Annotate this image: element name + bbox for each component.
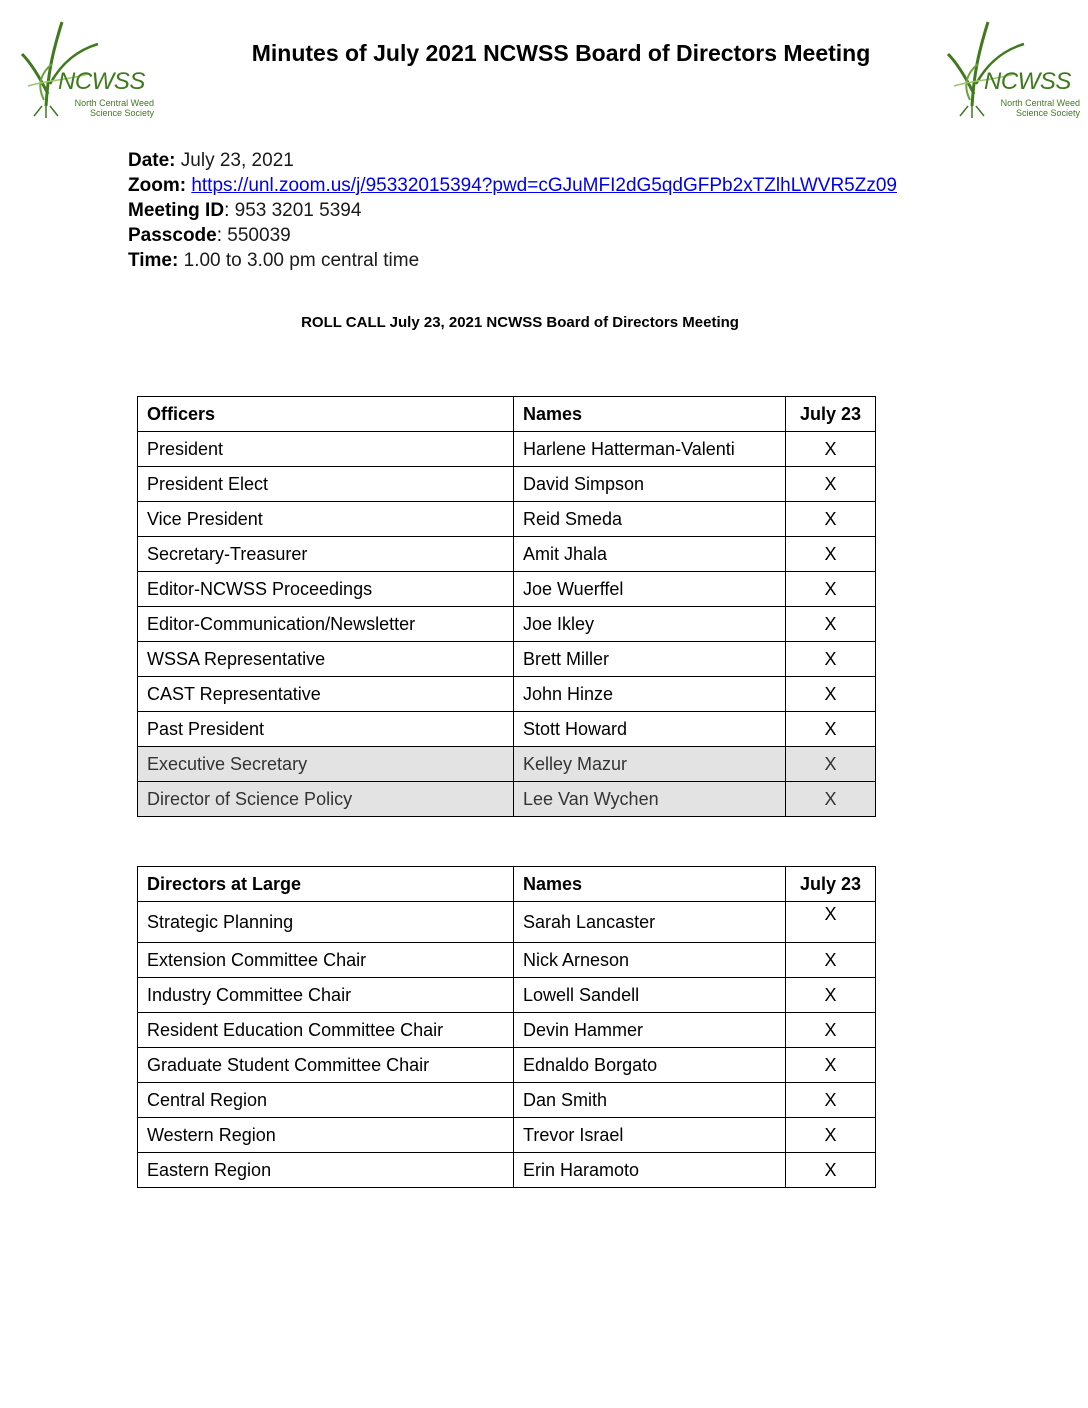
table-row xyxy=(138,502,876,537)
attendance-mark: X xyxy=(786,572,876,607)
table-row xyxy=(138,943,876,978)
attendance-mark: X xyxy=(786,537,876,572)
name-cell: Sarah Lancaster xyxy=(514,902,786,943)
attendance-mark: X xyxy=(786,782,876,817)
role-cell: President xyxy=(138,432,514,467)
date-value: July 23, 2021 xyxy=(180,150,294,171)
role-cell: Resident Education Committee Chair xyxy=(138,1013,514,1048)
date-label: Date: xyxy=(128,150,176,171)
zoom-row xyxy=(128,173,897,198)
attendance-mark: X xyxy=(786,1118,876,1153)
table-row xyxy=(138,642,876,677)
table-row xyxy=(138,902,876,943)
role-cell: Past President xyxy=(138,712,514,747)
name-cell: Lowell Sandell xyxy=(514,978,786,1013)
attendance-mark: X xyxy=(786,1083,876,1118)
attendance-mark: X xyxy=(786,712,876,747)
role-cell: Director of Science Policy xyxy=(138,782,514,817)
attendance-mark: X xyxy=(786,943,876,978)
role-cell: WSSA Representative xyxy=(138,642,514,677)
time-label: Time: xyxy=(128,250,179,271)
logo-brand-text: NCWSS xyxy=(58,68,145,95)
name-cell: Kelley Mazur xyxy=(514,747,786,782)
directors-table xyxy=(137,866,876,1188)
name-cell: Erin Haramoto xyxy=(514,1153,786,1188)
passcode-value: 550039 xyxy=(227,225,291,246)
table-row xyxy=(138,712,876,747)
meeting-details xyxy=(128,148,897,273)
name-cell: Brett Miller xyxy=(514,642,786,677)
date-row xyxy=(128,148,897,173)
meeting-id-value: 953 3201 5394 xyxy=(234,200,362,221)
meeting-id-label: Meeting ID xyxy=(128,200,225,221)
time-value: 1.00 to 3.00 pm central time xyxy=(183,250,420,271)
role-cell: Central Region xyxy=(138,1083,514,1118)
name-cell: Devin Hammer xyxy=(514,1013,786,1048)
attendance-mark: X xyxy=(786,978,876,1013)
time-row xyxy=(128,248,897,273)
logo-brand-text: NCWSS xyxy=(984,68,1071,95)
name-cell: Joe Ikley xyxy=(514,607,786,642)
table-row xyxy=(138,747,876,782)
column-header-role: Directors at Large xyxy=(138,867,514,902)
officers-table xyxy=(137,396,876,817)
role-cell: Industry Committee Chair xyxy=(138,978,514,1013)
role-cell: Western Region xyxy=(138,1118,514,1153)
table-row xyxy=(138,677,876,712)
attendance-mark: X xyxy=(786,502,876,537)
name-cell: Trevor Israel xyxy=(514,1118,786,1153)
attendance-mark: X xyxy=(786,607,876,642)
attendance-mark: X xyxy=(786,677,876,712)
passcode-row: Passcode: 550039 xyxy=(128,225,291,246)
role-cell: Vice President xyxy=(138,502,514,537)
table-row xyxy=(138,1083,876,1118)
table-row xyxy=(138,1013,876,1048)
table-row xyxy=(138,572,876,607)
role-cell: Eastern Region xyxy=(138,1153,514,1188)
attendance-mark: X xyxy=(786,642,876,677)
table-row xyxy=(138,607,876,642)
table-row xyxy=(138,467,876,502)
name-cell: Lee Van Wychen xyxy=(514,782,786,817)
role-cell: Executive Secretary xyxy=(138,747,514,782)
role-cell: Secretary-Treasurer xyxy=(138,537,514,572)
name-cell: Stott Howard xyxy=(514,712,786,747)
table-row xyxy=(138,1048,876,1083)
name-cell: Reid Smeda xyxy=(514,502,786,537)
table-row xyxy=(138,1153,876,1188)
table-row xyxy=(138,978,876,1013)
name-cell: Harlene Hatterman-Valenti xyxy=(514,432,786,467)
logo-subtitle: North Central Weed Science Society xyxy=(1000,98,1080,118)
column-header-names: Names xyxy=(514,867,786,902)
attendance-mark: X xyxy=(786,747,876,782)
roll-call-title: ROLL CALL July 23, 2021 NCWSS Board of Directors Meeting xyxy=(301,314,739,331)
attendance-mark: X xyxy=(786,467,876,502)
table-row xyxy=(138,782,876,817)
role-cell: CAST Representative xyxy=(138,677,514,712)
column-header-date: July 23 xyxy=(786,397,876,432)
meeting-id-row: Meeting ID: 953 3201 5394 xyxy=(128,200,362,221)
attendance-mark: X xyxy=(786,1048,876,1083)
name-cell: John Hinze xyxy=(514,677,786,712)
role-cell: President Elect xyxy=(138,467,514,502)
column-header-names: Names xyxy=(514,397,786,432)
attendance-mark: X xyxy=(786,1013,876,1048)
column-header-role: Officers xyxy=(138,397,514,432)
passcode-label: Passcode xyxy=(128,225,217,246)
name-cell: Dan Smith xyxy=(514,1083,786,1118)
name-cell: David Simpson xyxy=(514,467,786,502)
table-row xyxy=(138,432,876,467)
column-header-date: July 23 xyxy=(786,867,876,902)
name-cell: Nick Arneson xyxy=(514,943,786,978)
role-cell: Editor-NCWSS Proceedings xyxy=(138,572,514,607)
name-cell: Joe Wuerffel xyxy=(514,572,786,607)
zoom-link[interactable]: https://unl.zoom.us/j/95332015394?pwd=cGJuMFI2dG5qdGFPb2xTZlhLWVR5Zz09 xyxy=(191,175,897,196)
page-title: Minutes of July 2021 NCWSS Board of Directors Meeting xyxy=(251,40,871,66)
role-cell: Strategic Planning xyxy=(138,902,514,943)
attendance-mark: X xyxy=(786,432,876,467)
table-header-row xyxy=(138,867,876,902)
role-cell: Editor-Communication/Newsletter xyxy=(138,607,514,642)
table-row xyxy=(138,537,876,572)
attendance-mark: X xyxy=(786,902,876,943)
role-cell: Graduate Student Committee Chair xyxy=(138,1048,514,1083)
name-cell: Amit Jhala xyxy=(514,537,786,572)
zoom-label: Zoom: xyxy=(128,175,187,196)
table-row xyxy=(138,1118,876,1153)
role-cell: Extension Committee Chair xyxy=(138,943,514,978)
logo-subtitle: North Central Weed Science Society xyxy=(74,98,154,118)
name-cell: Ednaldo Borgato xyxy=(514,1048,786,1083)
attendance-mark: X xyxy=(786,1153,876,1188)
table-header-row xyxy=(138,397,876,432)
